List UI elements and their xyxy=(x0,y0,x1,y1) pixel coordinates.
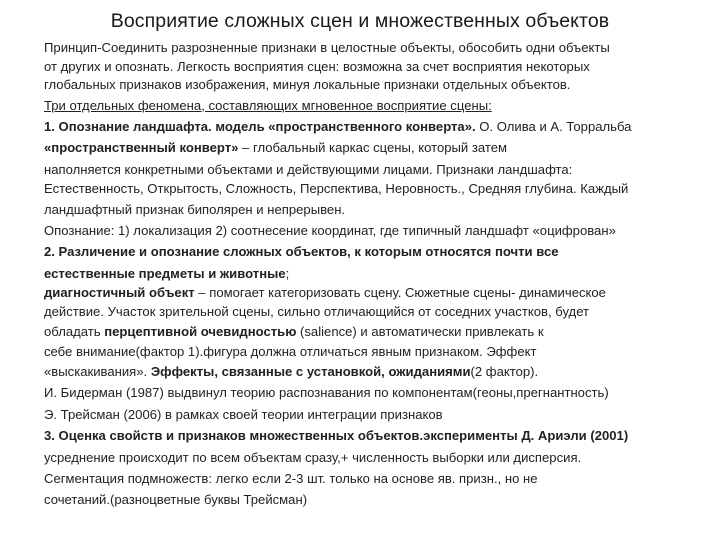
text-line: действие. Участок зрительной сцены, сильно отличающийся от соседних участков, будет xyxy=(44,303,590,319)
text-line: Принцип-Соединить разрозненные признаки в целостные объекты, обособить одни объекты xyxy=(44,40,610,55)
expectation-effects-term: Эффекты, связанные с установкой, ожиданиями xyxy=(150,364,471,380)
text-line: ландшафтный признак биполярен и непрерывен. xyxy=(44,201,346,217)
section-1-heading xyxy=(44,116,704,137)
spatial-envelope-term: «пространственный конверт» xyxy=(44,140,239,156)
text-line: естественные предметы и животные; xyxy=(44,265,290,281)
section-1-authors: О. Олива и А. Торральба xyxy=(475,118,632,134)
slide-title: Восприятие сложных сцен и множественных объектов xyxy=(110,10,610,32)
section-2-heading: 2. Различение и опознание сложных объектов, к которым относятся почти все xyxy=(44,244,559,260)
diagnostic-object-term: диагностичный объект xyxy=(44,285,195,301)
phenomena-heading: Три отдельных феномена, составляющих мгновенное восприятие сцены: xyxy=(44,97,492,113)
text-line: себе внимание(фактор 1).фигура должна отличаться явным признаком. Эффект xyxy=(44,343,537,359)
text-line: диагностичный объект – помогает категоризовать сцену. Сюжетные сцены- динамическое xyxy=(44,285,606,301)
text-line: Естественность, Открытость, Сложность, Перспектива, Неровность., Средняя глубина. Каждый xyxy=(44,181,629,197)
text-line: наполняется конкретными объектами и действующими лицами. Признаки ландшафта: xyxy=(44,161,573,177)
text-line: глобальных признаков изображения, минуя локальные признаки отдельных объектов. xyxy=(44,77,571,92)
section-3-heading: 3. Оценка свойств и признаков множественных объектов.эксперименты Д. Ариэли (2001) xyxy=(44,428,629,444)
text-line: усреднение происходит по всем объектам сразу,+ численность выборки или дисперсия. xyxy=(44,449,582,465)
text-line: Э. Трейсман (2006) в рамках своей теории интеграции признаков xyxy=(44,406,443,422)
section-1-title: 1. Опознание ландшафта. модель «пространственного конверта». xyxy=(44,118,476,134)
salience-term: перцептивной очевидностью xyxy=(104,324,297,340)
text-line: Опознание: 1) локализация 2) соотнесение координат, где типичный ландшафт «оцифрован» xyxy=(44,222,616,238)
text-line: «пространственный конверт» – глобальный каркас сцены, который затем xyxy=(44,140,508,156)
text-line: от других и опознать. Легкость восприятия сцен: возможна за счет восприятия некоторых xyxy=(44,58,590,74)
text-line: И. Бидерман (1987) выдвинул теорию распознавания по компонентам(геоны,прегнантность) xyxy=(44,385,609,401)
slide-body xyxy=(44,39,704,511)
text-line: Сегментация подмножеств: легко если 2-3 шт. только на основе яв. призн., но не xyxy=(44,470,538,486)
text-line: «выскакивания». Эффекты, связанные с установкой, ожиданиями(2 фактор). xyxy=(44,364,539,380)
text-line: обладать перцептивной очевидностью (salience) и автоматически привлекать к xyxy=(44,324,544,340)
text-line: сочетаний.(разноцветные буквы Трейсман) xyxy=(44,492,308,508)
